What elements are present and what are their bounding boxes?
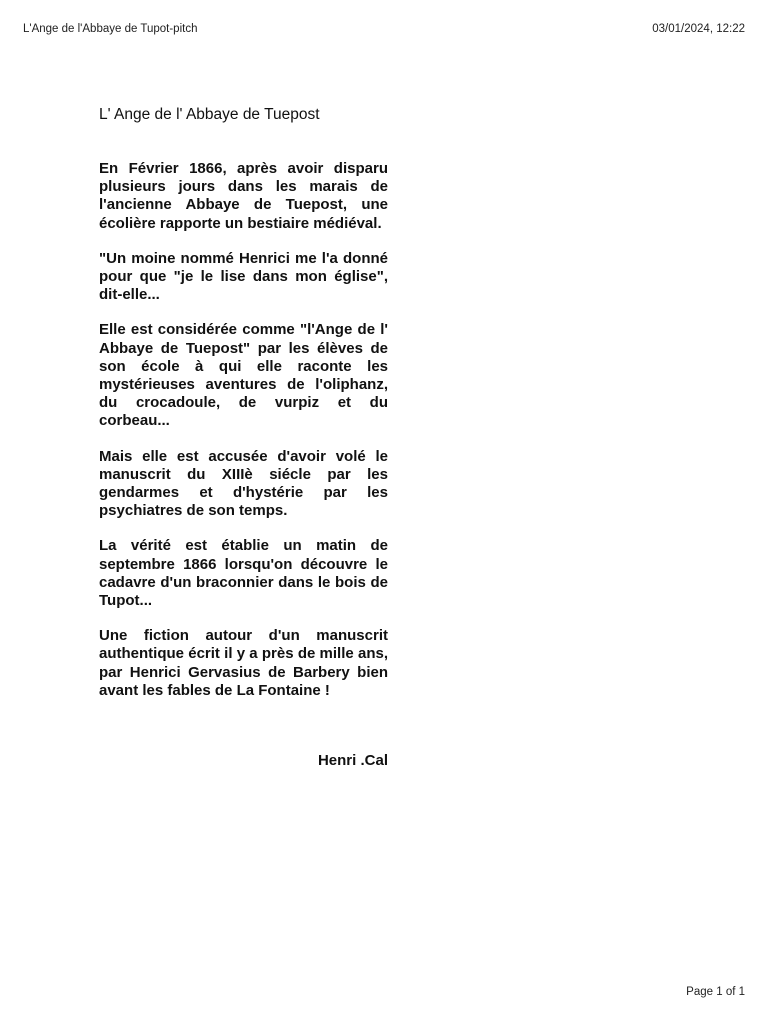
paragraph-4: Mais elle est accusée d'avoir volé le manuscrit du XIIIè siécle par les gendarmes et d'hystérie par les psychiatres de son temps. bbox=[99, 447, 388, 520]
paragraph-5: La vérité est établie un matin de septembre 1866 lorsqu'on découvre le cadavre d'un braconnier dans le bois de Tupot... bbox=[99, 537, 388, 610]
signature: Henri .Cal bbox=[317, 752, 388, 770]
paragraph-3: Elle est considérée comme "l'Ange de l' Abbaye de Tuepost" par les élèves de son école à qui elle raconte les mystérieuses aventures de l'oliphanz, du crocadoule, de vurpiz et du corbeau... bbox=[99, 321, 388, 430]
paragraph-6: Une fiction autour d'un manuscrit authentique écrit il y a près de mille ans, par Henrici Gervasius de Barbery bien avant les fables de La Fontaine ! bbox=[99, 627, 388, 699]
paragraph-2: "Un moine nommé Henrici me l'a donné pour que "je le lise dans mon église", dit-elle... bbox=[99, 249, 388, 304]
document-paragraphs bbox=[99, 160, 388, 700]
document-title: L' Ange de l' Abbaye de Tuepost bbox=[99, 106, 320, 123]
print-header-datetime: 03/01/2024, 12:22 bbox=[652, 23, 745, 35]
paragraph-1: En Février 1866, après avoir disparu plusieurs jours dans les marais de l'ancienne Abbaye de Tuepost, une écolière rapporte un bestiaire médiéval. bbox=[99, 160, 388, 232]
document-body bbox=[99, 105, 388, 770]
page-number: Page 1 of 1 bbox=[686, 986, 745, 998]
print-header-title: L'Ange de l'Abbaye de Tupot-pitch bbox=[23, 23, 198, 35]
